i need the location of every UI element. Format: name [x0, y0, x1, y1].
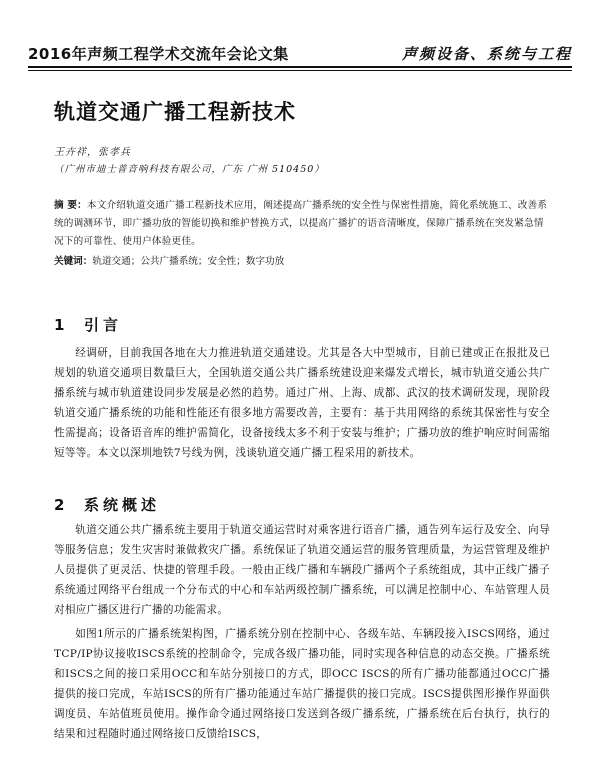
affiliation: （广州市迪士普音响科技有限公司，广东 广州 510450）: [54, 164, 325, 175]
section-title: 引言: [84, 316, 123, 334]
keywords: [54, 253, 550, 271]
keywords-text: 轨道交通；公共广播系统；安全性；数字功放: [92, 256, 285, 267]
keywords-label: 关键词：: [54, 256, 93, 267]
paragraph: 轨道交通公共广播系统主要用于轨道交通运营时对乘客进行语音广播，通告列车运行及安全、向导等服务信息；发生灾害时兼做救灾广播。系统保证了轨道交通运营的服务管理质量，为运营管理及维护人员提供了更灵活、快捷的管理手段。一般由正线广播和车辆段广播两个子系统组成，其中正线广播子系统通过网络平台组成一个分布式的中心和车站两级控制广播系统，可以满足控制中心、车站管理人员对相应广播区进行广播的功能需求。: [54, 524, 550, 616]
abstract-text: 本文介绍轨道交通广播工程新技术应用，阐述提高广播系统的安全性与保密性措施，简化系统施工、改善系统的调测环节，即广播功放的智能切换和维护替换方式，以提高广播扩的语音清晰度，保障广播系统在突发紧急情况下的可靠性、使用户体验更佳。: [54, 200, 548, 247]
proceedings-title: 2016年声频工程学术交流年会论文集: [28, 45, 289, 63]
paragraph: 如图1所示的广播系统架构图，广播系统分别在控制中心、各级车站、车辆段接入ISCS网络，通过TCP/IP协议接收ISCS系统的控制命令，完成各级广播功能，同时实现各种信息的动态交换。广播系统和ISCS之间的接口采用OCC和车站分别接口的方式，即OCC ISCS的所有广播功能都通过OCC广播提供的接口完成，车站ISCS的所有广播功能通过车站广播提供的接口完成。ISCS提供图形操作界面供调度员、车站值班员使用。操作命令通过网络接口发送到各级广播系统，广播系统在后台执行，执行的结果和过程随时通过网络接口反馈给ISCS，: [54, 628, 550, 740]
section-heading-introduction: [54, 314, 122, 335]
section-title: 系统概述: [84, 496, 161, 514]
header-rule-thick: [28, 66, 572, 68]
section-category: 声频设备、系统与工程: [401, 45, 572, 63]
abstract-label: 摘 要：: [54, 200, 87, 211]
section-heading-overview: [54, 494, 160, 515]
section-number: 2: [54, 496, 65, 514]
section-number: 1: [54, 316, 65, 334]
running-header: [28, 30, 572, 64]
header-rule-thin: [28, 70, 572, 71]
paragraph: 经调研，目前我国各地在大力推进轨道交通建设。尤其是各大中型城市，目前已建或正在报批及已规划的轨道交通项目数量巨大，全国轨道交通公共广播系统建设迎来爆发式增长，城市轨道交通公共广播系统与城市轨道建设同步发展是必然的趋势。通过广州、上海、成都、武汉的技术调研发现，现阶段轨道交通广播系统的功能和性能还有很多地方需要改善，主要有：基于共用网络的系统其保密性与安全性需提高；设备语音库的维护需简化，设备接线太多不利于安装与维护；广播功放的维护响应时间需缩短等等。本文以深圳地铁7号线为例，浅谈轨道交通广播工程采用的新技术。: [54, 347, 550, 459]
abstract: [54, 197, 550, 251]
authors: 王卉祥，张孝兵: [54, 147, 131, 158]
paper-title: 轨道交通广播工程新技术: [54, 100, 296, 124]
